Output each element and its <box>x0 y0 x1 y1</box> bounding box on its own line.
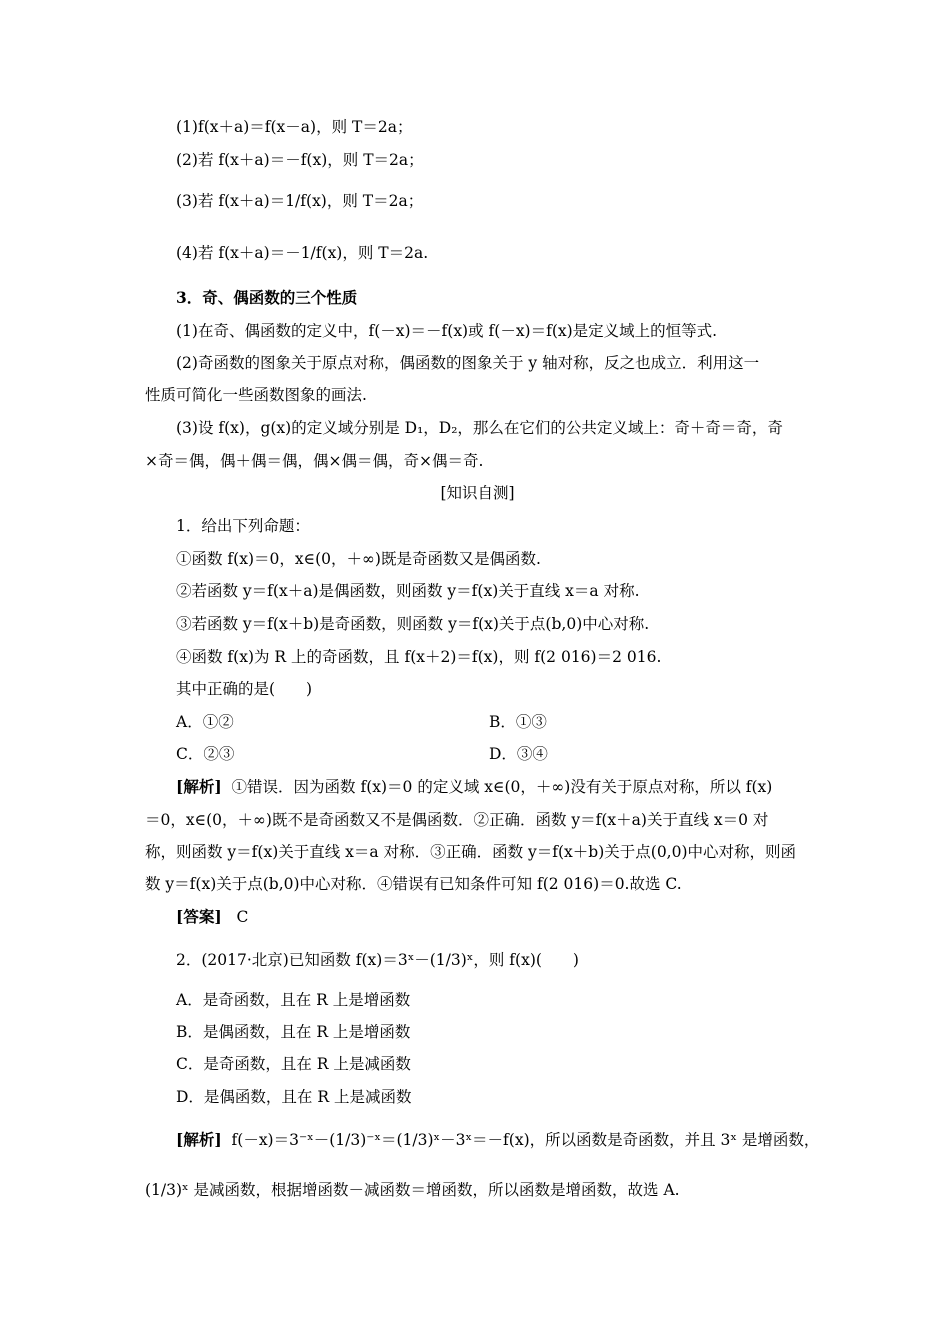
section-heading: 3．奇、偶函数的三个性质 <box>176 288 358 307</box>
question-1-ask: 其中正确的是( ) <box>176 680 313 698</box>
property-1: (1)在奇、偶函数的定义中，f(－x)＝－f(x)或 f(－x)＝f(x)是定义域上的恒等式. <box>176 322 718 340</box>
question-1-stem: 1．给出下列命题： <box>176 517 310 535</box>
question-2-option-d: D．是偶函数，且在 R 上是减函数 <box>176 1088 412 1106</box>
analysis-text: f(－x)＝3⁻ˣ－(1/3)⁻ˣ＝(1/3)ˣ－3ˣ＝－f(x)，所以函数是奇函数，并且 3ˣ 是增函数， <box>231 1131 820 1149</box>
periodicity-item-1: (1)f(x＋a)＝f(x－a)，则 T＝2a； <box>176 118 413 136</box>
periodicity-item-4: (4)若 f(x＋a)＝－1/f(x)，则 T＝2a. <box>176 244 429 262</box>
question-1-prop-1: ①函数 f(x)＝0，x∈(0，＋∞)既是奇函数又是偶函数. <box>176 550 541 568</box>
question-2-analysis-line-1 <box>176 1130 820 1150</box>
question-1-option-b: B．①③ <box>489 713 547 731</box>
answer-label: [答案] <box>176 907 222 926</box>
question-2-option-a: A．是奇函数，且在 R 上是增函数 <box>176 991 411 1009</box>
question-1-option-d: D．③④ <box>489 745 548 763</box>
periodicity-item-3: (3)若 f(x＋a)＝1/f(x)，则 T＝2a； <box>176 192 424 210</box>
question-1-analysis-line-4: 数 y＝f(x)关于点(b,0)中心对称．④错误有已知条件可知 f(2 016)＝0.故选 C. <box>145 875 682 893</box>
analysis-text: ①错误．因为函数 f(x)＝0 的定义域 x∈(0，＋∞)没有关于原点对称，所以 f(x) <box>231 778 773 796</box>
question-2-option-c: C．是奇函数，且在 R 上是减函数 <box>176 1055 411 1073</box>
question-1-prop-4: ④函数 f(x)为 R 上的奇函数，且 f(x＋2)＝f(x)，则 f(2 016)＝2 016. <box>176 648 662 666</box>
question-1-option-a: A．①② <box>176 713 234 731</box>
property-3-line-2: ×奇＝偶，偶＋偶＝偶，偶×偶＝偶，奇×偶＝奇. <box>145 452 484 470</box>
self-test-title: [知识自测] <box>440 484 515 502</box>
analysis-label: [解析] <box>176 777 222 796</box>
question-1-analysis-line-2: ＝0，x∈(0，＋∞)既不是奇函数又不是偶函数．②正确．函数 y＝f(x＋a)关于直线 x＝0 对 <box>145 811 769 829</box>
question-1-option-c: C．②③ <box>176 745 235 763</box>
question-2-option-b: B．是偶函数，且在 R 上是增函数 <box>176 1023 411 1041</box>
property-2-line-2: 性质可简化一些函数图象的画法. <box>145 386 367 404</box>
question-1-analysis-line-3: 称，则函数 y＝f(x)关于直线 x＝a 对称．③正确．函数 y＝f(x＋b)关于点(0,0)中心对称，则函 <box>145 843 797 861</box>
periodicity-item-2: (2)若 f(x＋a)＝－f(x)，则 T＝2a； <box>176 151 424 169</box>
question-1-analysis-line-1 <box>176 777 810 797</box>
property-3-line-1: (3)设 f(x)，g(x)的定义域分别是 D₁，D₂，那么在它们的公共定义域上：奇＋奇＝奇，奇 <box>176 419 783 437</box>
property-2-line-1: (2)奇函数的图象关于原点对称，偶函数的图象关于 y 轴对称，反之也成立．利用这一 <box>176 354 760 372</box>
answer-value: C <box>236 908 249 926</box>
question-1-answer <box>176 907 841 927</box>
question-1-prop-3: ③若函数 y＝f(x＋b)是奇函数，则函数 y＝f(x)关于点(b,0)中心对称. <box>176 615 650 633</box>
question-1-prop-2: ②若函数 y＝f(x＋a)是偶函数，则函数 y＝f(x)关于直线 x＝a 对称. <box>176 582 640 600</box>
question-2-analysis-line-2: (1/3)ˣ 是减函数，根据增函数－减函数＝增函数，所以函数是增函数，故选 A. <box>145 1181 680 1199</box>
question-2-stem: 2．(2017·北京)已知函数 f(x)＝3ˣ－(1/3)ˣ，则 f(x)( ) <box>176 951 579 969</box>
analysis-label: [解析] <box>176 1130 222 1149</box>
